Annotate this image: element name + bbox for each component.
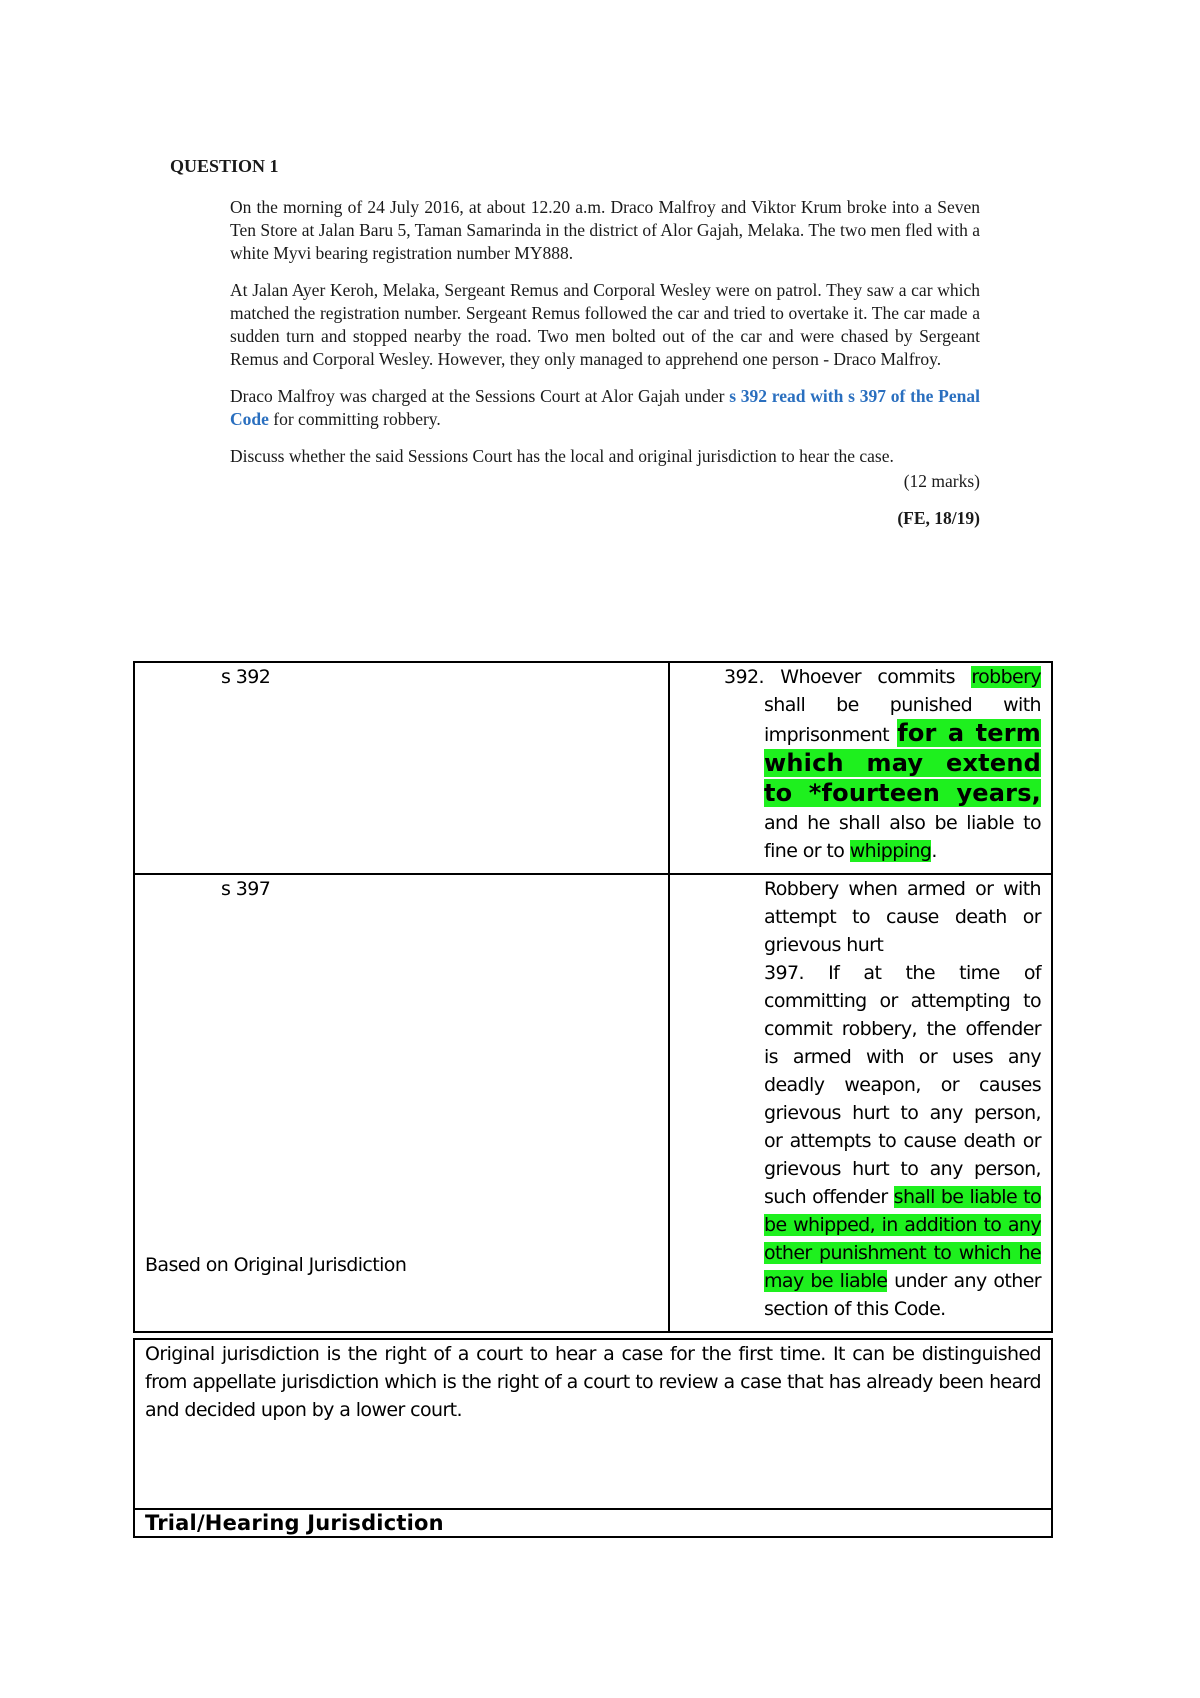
s392-text-7: . [931, 840, 937, 862]
original-jurisdiction-subheading: Based on Original Jurisdiction [145, 1254, 407, 1276]
question-paragraph-3 [230, 385, 980, 431]
question-marks: (12 marks) [903, 471, 980, 491]
s397-text-1: 397. If at the time of committing or attempting to commit robbery, the offender is armed with or uses any deadly weapon, or causes grievous hurt to any person, or attempts to cause death or grievous hurt to any person, such offender [764, 962, 1041, 1208]
s392-highlight-robbery: robbery [971, 666, 1041, 688]
section-text-397 [669, 874, 1052, 1332]
question-paragraph-1: On the morning of 24 July 2016, at about 12.20 a.m. Draco Malfroy and Viktor Krum broke into a Seven Ten Store at Jalan Baru 5, Taman Samarinda in the district of Alor Gajah, Melaka. The two men fled with a white Myvi bearing registration number MY888. [230, 197, 980, 263]
question-paragraph-4: Discuss whether the said Sessions Court has the local and original jurisdiction to hear the case. [230, 446, 894, 466]
section-text-392 [669, 662, 1052, 874]
s392-highlight-term: for a term which may extend to *fourteen years, [764, 719, 1041, 807]
question-source: (FE, 18/19) [897, 508, 980, 528]
definition-text: Original jurisdiction is the right of a court to hear a case for the first time. It can be distinguished from appellate jurisdiction which is the right of a court to review a case that has already been heard and decided upon by a lower court. [134, 1339, 1052, 1509]
section-label-397: s 397 [134, 874, 669, 1332]
para3-end: for committing robbery. [268, 409, 441, 429]
s392-text-1: 392. Whoever commits [724, 666, 972, 688]
s397-title: Robbery when armed or with attempt to cause death or grievous hurt [764, 878, 1041, 956]
statute-reference-link[interactable]: s 392 read with s 397 of the Penal Code [230, 386, 980, 429]
s392-text-3: shall be punished with imprisonment [764, 694, 1041, 746]
section-label-392: s 392 [134, 662, 669, 874]
s392-text-5: and he shall also be liable to fine or to [764, 812, 1041, 862]
s392-highlight-whipping: whipping [849, 840, 932, 862]
s397-highlight-whipped: shall be liable to be whipped, in addition to any other punishment to which he may be liable [764, 1186, 1042, 1292]
question-paragraph-2: At Jalan Ayer Keroh, Melaka, Sergeant Remus and Corporal Wesley were on patrol. They saw a car which matched the registration number. Sergeant Remus followed the car and tried to overtake it. The car made a sudden turn and stopped nearby the road. Two men bolted out of the car and were chased by Sergeant Remus and Corporal Wesley. However, they only managed to apprehend one person - Draco Malfroy. [230, 280, 980, 369]
question-heading: QUESTION 1 [170, 156, 279, 176]
table-row [134, 1509, 1052, 1537]
definition-table [133, 1338, 1053, 1538]
trial-hearing-heading: Trial/Hearing Jurisdiction [134, 1509, 1052, 1537]
table-row [134, 1339, 1052, 1509]
sections-table [133, 661, 1053, 1333]
question-block [170, 155, 980, 530]
table-row [134, 662, 1052, 874]
s397-text-3: under any other section of this Code. [764, 1270, 1041, 1320]
para3-start: Draco Malfroy was charged at the Sessions Court at Alor Gajah under [230, 386, 730, 406]
